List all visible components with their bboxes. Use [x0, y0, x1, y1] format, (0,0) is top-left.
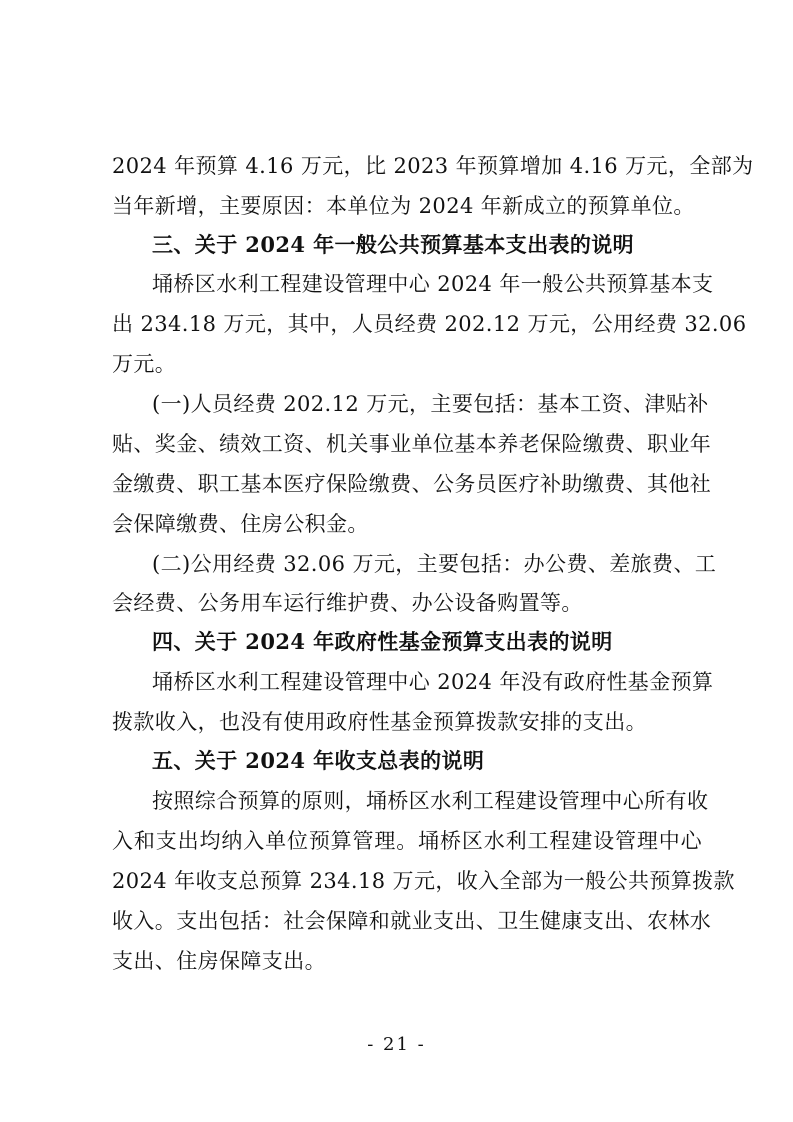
body-text-line: (二)公用经费 32.06 万元，主要包括：办公费、差旅费、工 — [152, 552, 717, 576]
section-heading-4: 四、关于 2024 年政府性基金预算支出表的说明 — [152, 629, 613, 654]
body-text-line: 万元。 — [112, 352, 177, 376]
section-heading-3: 三、关于 2024 年一般公共预算基本支出表的说明 — [152, 232, 635, 257]
body-text-line: 拨款收入，也没有使用政府性基金预算拨款安排的支出。 — [112, 710, 647, 734]
body-text-line: 埇桥区水利工程建设管理中心 2024 年没有政府性基金预算 — [152, 670, 714, 694]
body-text-line: 2024 年收支总预算 234.18 万元，收入全部为一般公共预算拨款 — [112, 869, 735, 893]
body-text-line: 入和支出均纳入单位预算管理。埇桥区水利工程建设管理中心 — [112, 829, 702, 853]
body-text-line: (一)人员经费 202.12 万元，主要包括：基本工资、津贴补 — [152, 392, 709, 416]
body-text-line: 出 234.18 万元，其中，人员经费 202.12 万元，公用经费 32.06 — [112, 312, 747, 336]
page-number: - 21 - — [367, 1034, 426, 1055]
body-text-line: 按照综合预算的原则，埇桥区水利工程建设管理中心所有收 — [152, 789, 709, 813]
body-text-line: 支出、住房保障支出。 — [112, 949, 326, 973]
body-text-line: 金缴费、职工基本医疗保险缴费、公务员医疗补助缴费、其他社 — [112, 472, 712, 496]
body-text-line: 会保障缴费、住房公积金。 — [112, 512, 369, 536]
body-text-line: 2024 年预算 4.16 万元，比 2023 年预算增加 4.16 万元，全部为 — [112, 154, 754, 178]
body-text-line: 贴、奖金、绩效工资、机关事业单位基本养老保险缴费、职业年 — [112, 432, 712, 456]
body-text-line: 当年新增，主要原因：本单位为 2024 年新成立的预算单位。 — [112, 194, 695, 218]
body-text-line: 埇桥区水利工程建设管理中心 2024 年一般公共预算基本支 — [152, 272, 714, 296]
body-text-line: 会经费、公务用车运行维护费、办公设备购置等。 — [112, 591, 583, 615]
body-text-line: 收入。支出包括：社会保障和就业支出、卫生健康支出、农林水 — [112, 909, 712, 933]
section-heading-5: 五、关于 2024 年收支总表的说明 — [152, 748, 485, 773]
